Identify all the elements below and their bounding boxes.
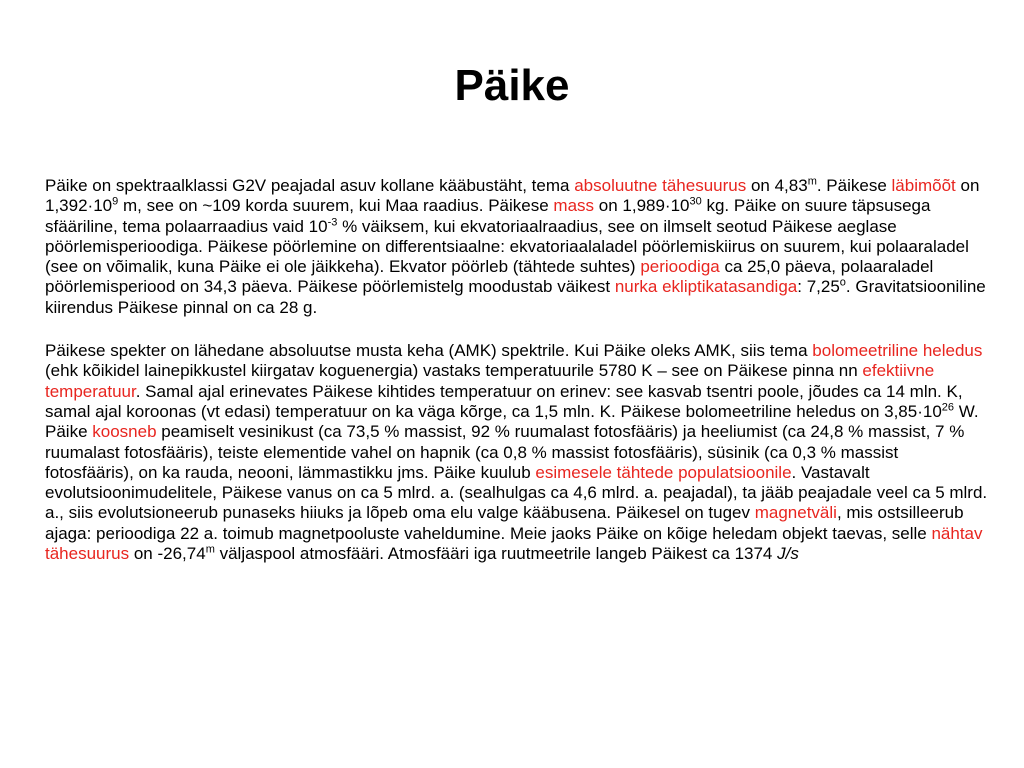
paragraph-1 [45, 176, 990, 318]
superscript: 9 [112, 195, 119, 208]
text-run: Päikese spekter on lähedane absoluutse musta keha (AMK) spektrile. Kui Päike oleks AMK, siis tema [45, 341, 813, 361]
superscript: -3 [327, 215, 338, 228]
text-run: ca 25,0 päeva, polaaraladel pöörlemisperiood on 34,3 päeva. Päikese pöörlemistelg moodustab väikest [45, 257, 934, 297]
text-run: on 1,392·10 [45, 176, 980, 216]
superscript: 30 [689, 195, 702, 208]
term-link[interactable]: efektiivne temperatuur [45, 361, 935, 401]
term-link[interactable]: nähtav tähesuurus [45, 523, 983, 564]
text-run: . Samal ajal erinevates Päikese kihtides temperatuur on erinev: see kasvab tsentri poole, jõudes ca 14 mln. K, samal ajal koroonas (vt edasi) temperatuur on ka väga kõrge, ca 1,5 mln. K. Päikese bolomeetriline heledus on 3,85·10 [45, 381, 963, 421]
superscript: m [205, 543, 215, 556]
term-link[interactable]: läbimõõt [891, 176, 956, 195]
paragraph-2 [45, 341, 990, 564]
superscript: m [807, 175, 817, 188]
superscript: 26 [941, 401, 955, 414]
term-link[interactable]: bolomeetriline heledus [812, 341, 983, 361]
term-link[interactable]: perioodiga [640, 257, 720, 277]
text-run: . Vastavalt evolutsioonimudelitele, Päikese vanus on ca 5 mlrd. a. (sealhulgas ca 4,6 mlrd. a. peajadal), ta jääb peajadale veel ca 5 mlrd. a., siis evolutsioneerub punaseks hiiuks ja lõpeb oma elu valge kääbusena. Päikesel on tugev [45, 462, 988, 523]
text-run: m, see on ~109 korda suurem, kui Maa raadius. Päikese [118, 196, 554, 216]
text-run: , mis ostsilleerub ajaga: perioodiga 22 a. toimub magnetpooluste vaheldumine. Meie jaoks Päike on kõige heledam objekt taevas, selle [45, 503, 964, 543]
text-run: on 1,989·10 [594, 196, 690, 216]
term-link[interactable]: mass [553, 196, 595, 216]
slide-body [45, 176, 990, 587]
text-run: on 4,83 [746, 176, 808, 195]
term-link[interactable]: koosneb [92, 422, 157, 442]
text-run: (ehk kõikidel lainepikkustel kiirgatav koguenergia) vastaks temperatuurile 5780 K – see on Päikese pinna nn [45, 361, 863, 381]
text-run: % väiksem, kui ekvatoriaalraadius, see on ilmselt seotud Päikese aeglase pöörlemisperioodiga. Päikese pöörlemine on differentsiaalne: ekvatoriaalaladel pöörlemiskiirus on suurem, kui polaaraladel (see on võimalik, kuna Päike ei ole jäikkeha). Ekvator pöörleb (tähtede suhtes) [45, 216, 969, 277]
text-run: W. Päike [45, 401, 979, 442]
term-link[interactable]: magnetväli [754, 503, 837, 523]
text-run: Päike on spektraalklassi G2V peajadal asuv kollane kääbustäht, tema [45, 176, 575, 195]
text-run: peamiselt vesinikust (ca 73,5 % massist, 92 % ruumalast fotosfääris) ja heeliumist (ca 24,8 % massist, 7 % ruumalast fotosfääris), teiste elementide vahel on hapnik (ca 0,8 % massist fotosfääris), süsinik (ca 0,3 % massist fotosfääris), on ka rauda, neooni, lämmastikku jms. Päike kuulub [45, 422, 965, 482]
text-run: väljaspool atmosfääri. Atmosfääri iga ruutmeetrile langeb Päikest ca 1374 [214, 544, 778, 564]
text-run: on -26,74 [129, 544, 206, 564]
text-run: : 7,25 [797, 277, 840, 297]
term-link[interactable]: esimesele tähtede populatsioonile [535, 462, 792, 482]
emphasis-text: J/s [777, 544, 799, 564]
term-link[interactable]: absoluutne tähesuurus [574, 176, 747, 195]
text-run: kg. Päike on suure täpsusega sfääriline, tema polaarraadius vaid 10 [45, 196, 931, 236]
text-run: . Päikese [816, 176, 892, 195]
term-link[interactable]: nurka ekliptikatasandiga [614, 277, 798, 297]
slide-title: Päike [454, 61, 570, 110]
text-run: . Gravitatsiooniline kiirendus Päikese pinnal on ca 28 g. [45, 277, 986, 317]
superscript: o [839, 276, 846, 289]
